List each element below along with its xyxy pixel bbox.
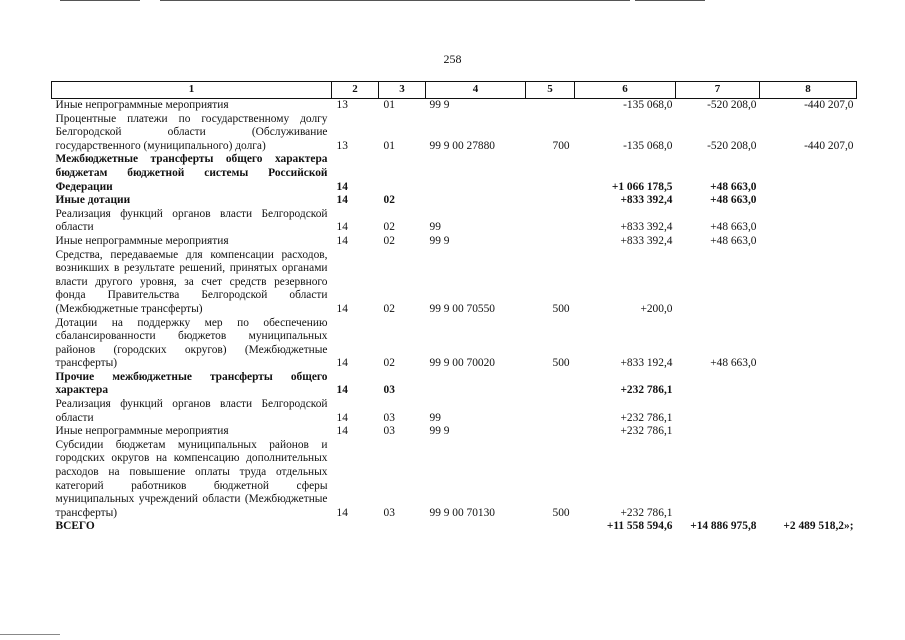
table-row [52,99,857,113]
subsection-code: 03 [383,425,395,438]
amount-col-7: +48 663,0 [710,180,757,193]
amount-col-6: +232 786,1 [620,506,673,519]
subsection-code: 02 [383,194,395,207]
subsection-code: 01 [383,99,395,111]
scan-edge-line [60,0,140,1]
row-description: ВСЕГО [55,520,95,533]
row-description: Иные непрограммные мероприятия [55,234,229,247]
amount-col-8 [760,425,857,439]
amount-col-7: +14 886 975,8 [690,520,757,533]
section-code: 14 [336,357,348,370]
target-article-code [426,520,526,534]
amount-col-8 [760,194,857,208]
expense-type-code [526,99,575,113]
amount-col-6: +833 392,4 [620,194,673,207]
subsection-code [379,153,426,194]
amount-col-7 [676,425,760,439]
table-row [52,153,857,194]
amount-col-8 [760,371,857,398]
amount-col-6: +1 066 178,5 [611,180,673,193]
amount-col-8 [760,153,857,194]
amount-col-6: -135 068,0 [623,139,673,152]
table-row [52,194,857,208]
row-description: Реализация функций органов власти Белгородской области [55,398,328,424]
section-code: 14 [336,180,348,193]
subsection-code: 02 [383,357,395,370]
expense-type-code: 500 [552,506,570,519]
expense-type-code: 500 [552,357,570,370]
column-header: 7 [676,82,760,99]
amount-col-7: -520 208,0 [707,99,757,111]
amount-col-8 [760,235,857,249]
row-description: Иные дотации [55,194,131,207]
amount-col-8 [760,317,857,371]
target-article-code [426,371,526,398]
amount-col-8 [760,208,857,235]
amount-col-7 [676,371,760,398]
column-header: 6 [575,82,676,99]
target-article-code: 99 9 [429,425,450,438]
target-article-code: 99 [429,411,441,424]
amount-col-7 [676,398,760,425]
column-header: 3 [379,82,426,99]
section-code: 14 [336,506,348,519]
amount-col-8 [760,398,857,425]
section-code: 14 [336,221,348,234]
amount-col-7: +48 663,0 [710,221,757,234]
section-code [332,520,379,534]
row-description: Реализация функций органов власти Белгородской области [55,207,328,234]
column-header: 4 [426,82,526,99]
amount-col-6: +833 192,4 [620,357,673,370]
expense-type-code [526,153,575,194]
subsection-code [379,520,426,534]
row-description: Межбюджетные трансферты общего характера бюджетам бюджетной системы Российской Федерации [55,153,328,193]
section-code: 14 [336,194,348,207]
table-row [52,235,857,249]
target-article-code [426,153,526,194]
table-row [52,249,857,317]
column-header: 8 [760,82,857,99]
amount-col-8 [760,439,857,521]
amount-col-8: -440 207,0 [804,99,854,111]
table-row [52,425,857,439]
expense-type-code: 500 [552,302,570,315]
amount-col-6: +232 786,1 [620,411,673,424]
target-article-code: 99 9 00 70550 [429,302,495,315]
table-row [52,113,857,154]
target-article-code: 99 9 00 70020 [429,357,495,370]
column-header: 5 [526,82,575,99]
amount-col-6: +833 392,4 [620,234,673,247]
row-description: Процентные платежи по государственному долгу Белгородской области (Обслуживание государственного (муниципального) долга) [55,112,328,152]
row-description: Иные непрограммные мероприятия [55,99,229,111]
subsection-code: 02 [383,234,395,247]
table-row [52,439,857,521]
expense-type-code [526,371,575,398]
table-row [52,398,857,425]
target-article-code: 99 9 [429,99,450,111]
amount-col-7: +48 663,0 [710,357,757,370]
subsection-code: 02 [383,302,395,315]
scan-edge-line [160,0,630,1]
amount-col-7: +48 663,0 [710,234,757,247]
section-code: 14 [336,411,348,424]
subsection-code: 01 [383,139,395,152]
section-code: 14 [336,234,348,247]
row-description: Субсидии бюджетам муниципальных районов и городских округов на компенсацию дополнительных расходов на повышение оплаты труда отдельных категорий работников бюджетной сферы муниципальных учреждений области (Межбюджетные трансферты) [55,438,328,519]
subsection-code: 02 [383,221,395,234]
target-article-code [426,194,526,208]
amount-col-8: +2 489 518,2»; [783,520,854,533]
expense-type-code [526,235,575,249]
expense-type-code [526,425,575,439]
expense-type-code: 700 [552,139,570,152]
amount-col-7: -520 208,0 [707,139,757,152]
target-article-code: 99 [429,221,441,234]
table-row [52,520,857,534]
amount-col-6: +833 392,4 [620,221,673,234]
budget-table [51,81,857,534]
row-description: Иные непрограммные мероприятия [55,425,229,438]
amount-col-8: -440 207,0 [804,139,854,152]
column-header: 2 [332,82,379,99]
subsection-code: 03 [383,506,395,519]
row-description: Дотации на поддержку мер по обеспечению сбалансированности бюджетов муниципальных районов (городских округов) (Межбюджетные трансферты) [55,316,328,370]
expense-type-code [526,398,575,425]
subsection-code: 03 [383,411,395,424]
row-description: Прочие межбюджетные трансферты общего характера [55,370,328,397]
page-number: 258 [443,52,462,66]
amount-col-7 [676,249,760,317]
amount-col-7: +48 663,0 [710,194,757,207]
amount-col-6: +200,0 [640,302,673,315]
column-header: 1 [52,82,332,99]
section-code: 13 [336,139,348,152]
amount-col-6: +11 558 594,6 [606,520,673,533]
target-article-code: 99 9 00 70130 [429,506,495,519]
expense-type-code [526,208,575,235]
table-row [52,208,857,235]
target-article-code: 99 9 [429,234,450,247]
expense-type-code [526,194,575,208]
amount-col-8 [760,249,857,317]
expense-type-code [526,520,575,534]
scan-edge-line [635,0,705,1]
target-article-code: 99 9 00 27880 [429,139,495,152]
section-code: 14 [336,302,348,315]
row-description: Средства, передаваемые для компенсации расходов, возникших в результате решений, принятых органами власти другого уровня, за счет средств резервного фонда Правительства Белгородской области (Межбюджетные трансферты) [55,248,328,315]
section-code: 14 [336,384,348,397]
table-row [52,371,857,398]
table-row [52,317,857,371]
section-code: 13 [336,99,348,111]
table-header-row [52,82,857,99]
subsection-code: 03 [383,384,395,397]
amount-col-6: +232 786,1 [620,384,673,397]
amount-col-6: +232 786,1 [620,425,673,438]
amount-col-7 [676,439,760,521]
amount-col-6: -135 068,0 [623,99,673,111]
section-code: 14 [336,425,348,438]
scan-edge-line [0,634,60,635]
